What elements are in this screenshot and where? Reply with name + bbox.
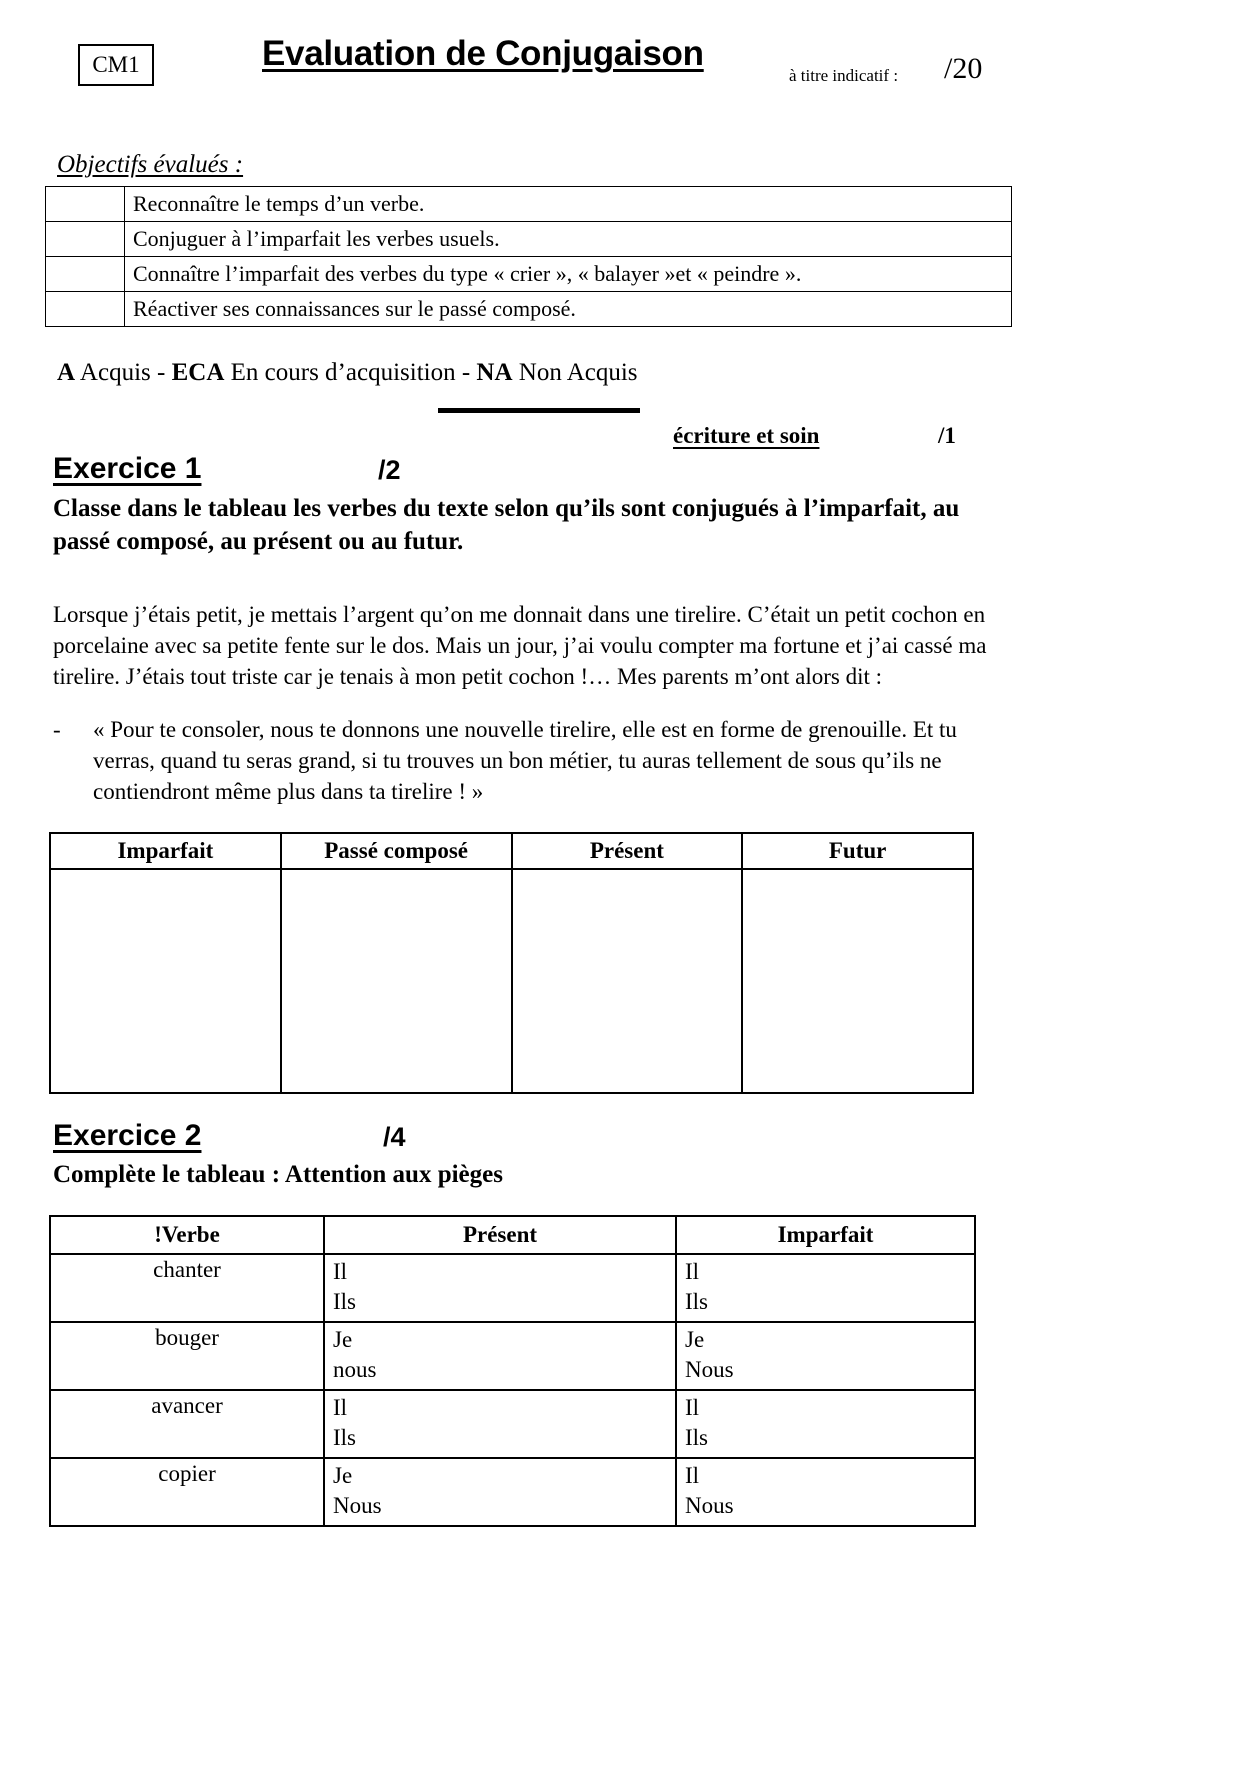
pronoun-line: Il — [333, 1259, 348, 1284]
legend-text-na: Non Acquis — [512, 359, 638, 386]
page-title: Evaluation de Conjugaison — [262, 34, 704, 73]
imparfait-answer-cell[interactable] — [676, 1458, 975, 1526]
pronoun-line: Il — [685, 1395, 700, 1420]
pronoun-line: Il — [685, 1259, 700, 1284]
exercise-1-tense-table — [49, 832, 974, 1094]
table-row — [46, 292, 1012, 327]
answer-cell-passe-compose[interactable] — [281, 869, 512, 1093]
pronoun-line: Nous — [685, 1493, 734, 1518]
column-header-futur: Futur — [742, 833, 973, 869]
legend-text-a: Acquis - — [75, 359, 172, 386]
grading-legend — [57, 359, 638, 387]
pronoun-line: Je — [333, 1327, 353, 1352]
verb-label: copier — [50, 1458, 324, 1526]
exercise-2-instruction: Complète le tableau : Attention aux pièges — [53, 1161, 503, 1188]
objective-mark-cell[interactable] — [46, 292, 125, 327]
objective-text: Réactiver ses connaissances sur le passé composé. — [125, 292, 1012, 327]
exercise-1-title: Exercice 1 — [53, 452, 202, 485]
horizontal-divider — [438, 408, 640, 413]
column-header-passe-compose: Passé composé — [281, 833, 512, 869]
answer-cell-imparfait[interactable] — [50, 869, 281, 1093]
pronoun-line: Nous — [685, 1357, 734, 1382]
objective-mark-cell[interactable] — [46, 222, 125, 257]
objectives-heading: Objectifs évalués : — [57, 151, 244, 178]
table-row — [50, 1254, 975, 1322]
present-answer-cell[interactable] — [324, 1254, 676, 1322]
exercise-1-dialogue-text: « Pour te consoler, nous te donnons une nouvelle tirelire, elle est en forme de grenouille. Et tu verras, quand tu seras grand, si tu trouves un bon métier, tu auras tellement de sous qu’ils ne contiendront même plus dans ta tirelire ! » — [93, 717, 957, 804]
present-answer-cell[interactable] — [324, 1322, 676, 1390]
imparfait-answer-cell[interactable] — [676, 1390, 975, 1458]
exercise-1-score: /2 — [378, 455, 401, 485]
legend-code-eca: ECA — [171, 359, 225, 386]
pronoun-line: Je — [333, 1463, 353, 1488]
column-header-verbe: !Verbe — [50, 1216, 324, 1254]
page-header — [0, 34, 1241, 104]
objective-text: Reconnaître le temps d’un verbe. — [125, 187, 1012, 222]
pronoun-line: Ils — [333, 1425, 356, 1450]
objective-mark-cell[interactable] — [46, 257, 125, 292]
objectives-table — [45, 186, 1012, 327]
column-header-present: Présent — [324, 1216, 676, 1254]
grade-level-box — [78, 44, 154, 86]
column-header-imparfait: Imparfait — [50, 833, 281, 869]
answer-cell-present[interactable] — [512, 869, 743, 1093]
pronoun-line: Il — [333, 1395, 348, 1420]
pronoun-line: Ils — [685, 1289, 708, 1314]
objective-mark-cell[interactable] — [46, 187, 125, 222]
verb-label: bouger — [50, 1322, 324, 1390]
exercise-2-verb-table — [49, 1215, 976, 1527]
imparfait-answer-cell[interactable] — [676, 1254, 975, 1322]
exercise-2-score: /4 — [383, 1122, 406, 1152]
pronoun-line: Ils — [685, 1425, 708, 1450]
imparfait-answer-cell[interactable] — [676, 1322, 975, 1390]
pronoun-line: Je — [685, 1327, 705, 1352]
exercise-1-story-text: Lorsque j’étais petit, je mettais l’argent qu’on me donnait dans une tirelire. C’était un petit cochon en porcelaine avec sa petite fente sur le dos. Mais un jour, j’ai voulu compter ma fortune et j’ai cassé ma tirelire. J’étais tout triste car je tenais à mon petit cochon !… Mes parents m’ont alors dit : — [53, 602, 987, 689]
table-row — [50, 869, 973, 1093]
table-row — [46, 257, 1012, 292]
dialogue-dash-marker: - — [53, 717, 61, 742]
handwriting-criterion-score: /1 — [938, 423, 956, 448]
table-row — [50, 1458, 975, 1526]
table-row — [46, 187, 1012, 222]
indicative-note: à titre indicatif : — [789, 66, 899, 85]
present-answer-cell[interactable] — [324, 1390, 676, 1458]
exercise-1-instruction: Classe dans le tableau les verbes du texte selon qu’ils sont conjugués à l’imparfait, au passé composé, au présent ou au futur. — [53, 495, 960, 555]
pronoun-line: Il — [685, 1463, 700, 1488]
answer-cell-futur[interactable] — [742, 869, 973, 1093]
total-score: /20 — [944, 52, 983, 85]
pronoun-line: nous — [333, 1357, 377, 1382]
objective-text: Connaître l’imparfait des verbes du type « crier », « balayer »et « peindre ». — [125, 257, 1012, 292]
handwriting-criterion-label: écriture et soin — [673, 423, 820, 448]
table-row — [50, 1390, 975, 1458]
legend-code-a: A — [57, 359, 76, 386]
objective-text: Conjuguer à l’imparfait les verbes usuels. — [125, 222, 1012, 257]
grade-level-label: CM1 — [92, 52, 140, 77]
exercise-1-dialogue-block — [53, 714, 1008, 807]
table-header-row — [50, 833, 973, 869]
verb-label: avancer — [50, 1390, 324, 1458]
legend-text-eca: En cours d’acquisition - — [224, 359, 477, 386]
present-answer-cell[interactable] — [324, 1458, 676, 1526]
legend-code-na: NA — [476, 359, 513, 386]
verb-label: chanter — [50, 1254, 324, 1322]
column-header-present: Présent — [512, 833, 743, 869]
table-header-row — [50, 1216, 975, 1254]
column-header-imparfait: Imparfait — [676, 1216, 975, 1254]
worksheet-page — [0, 34, 1241, 1789]
pronoun-line: Ils — [333, 1289, 356, 1314]
table-row — [46, 222, 1012, 257]
table-row — [50, 1322, 975, 1390]
exercise-2-title: Exercice 2 — [53, 1119, 202, 1152]
pronoun-line: Nous — [333, 1493, 382, 1518]
